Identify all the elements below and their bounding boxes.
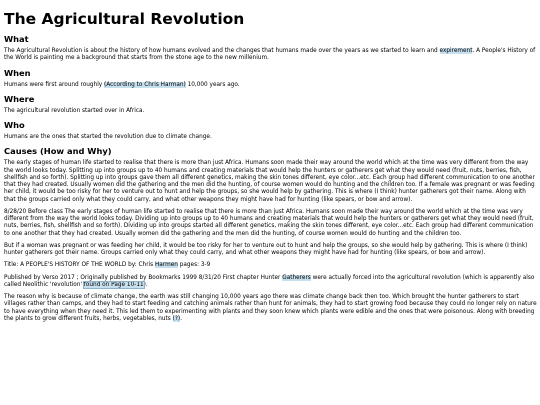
text-run: Title: A PEOPLE'S HISTORY OF THE WORLD by: Chris bbox=[4, 262, 155, 269]
highlight-harmen: Harmen bbox=[154, 262, 178, 269]
paragraph-title-citation bbox=[4, 262, 537, 269]
text-run: Humans were first around roughly bbox=[4, 81, 105, 88]
heading-what: What bbox=[4, 34, 29, 44]
paragraph-what bbox=[4, 48, 537, 63]
paragraph-when bbox=[4, 82, 537, 89]
paragraph-where: The agricultural revolution started over in Africa. bbox=[4, 107, 145, 114]
text-run: Published by Verso 2017 ; Originally published by Bookmarks 1999 8/31/20 First chapter Hunter bbox=[4, 274, 283, 281]
heading-when: When bbox=[4, 67, 31, 78]
heading-causes: Causes (How and Why) bbox=[4, 146, 112, 157]
text-run: were actually forced into the agricultural revolution (which is apparently also called Neolithic 'revolution' bbox=[4, 274, 535, 288]
text-run: The reason why is because of climate change, the earth was still changing 10,000 years ago there was climate change back then too. Which brought the hunter gatherers to start villages rather than camps, and they had to start feeding and catching animals rather than hunt for animals, they had to start growing food because they could no longer rely on nature to have everything when they need it. This led them to experimenting with plants and they soon knew which plants were edible and the ones that were poisonous. Along with breeding the plants to grow different fruits, herbs, vegetables, nuts bbox=[4, 294, 537, 322]
paragraph-causes-3: But if a woman was pregnant or was feeding her child, it would be too risky for her to venture out to hunt and help the groups, so she would help by gathering. This is where (I think) hunter gatherers got their name. Groups carried only what they could carry, and what other weapons they might have had for hunting (like spears, or bow and arrow). bbox=[4, 242, 528, 256]
page-title: The Agricultural Revolution bbox=[4, 10, 245, 28]
paragraph-climate-change bbox=[4, 294, 537, 323]
paragraph-causes-2: 8/28/20 Before class The early stages of human life started to realise that there is more than just Africa. Humans soon made their way around the world which at the time was very different from the way the world looks today. Dividing up into groups up to 40 humans and creating materials that would help the hunters or gatherers get what they would need (fruit, nuts, berries, fish, shellfish and so forth). Dividing up into groups started all different genetics, making the skin tones different, eye color...etc. Each group had different communication to one another that they had created. Usually women did the gathering and the men did the hunting, of course women would do hunting and the children too. bbox=[4, 208, 534, 237]
text-run: . bbox=[180, 315, 183, 322]
highlight-page-reference: found on Page 10-11 bbox=[83, 281, 144, 288]
text-run: ). bbox=[143, 281, 148, 288]
paragraph-who: Humans are the ones that started the revolution due to climate change. bbox=[4, 134, 212, 140]
paragraph-causes-1: The early stages of human life started to realise that there is more than just Africa. Humans soon made their way around the world which at the time was very different from the way the world looks today. Splitting up into groups up to 40 humans and creating materials that would help the hunters or gatherers get what they would need (fruit, nuts, berries, fish, shellfish and so forth). Splitting up into groups gave them all different genetics, making the skin tones different, eye color...etc. Each group had different communication to one another that they had created. Usually women did the gathering and the men did the hunting, of course women would do hunting and the children too. If a female was pregnant or was feeding her child, it would be too risky for her to venture out to hunt and help the groups, so she would help by gathering. This is where (I think) hunter gatherers got their name. Along with that the groups carried only what they could carry, and what other weapons they might have had for hunting (like spears, or bow and arrow). bbox=[4, 160, 535, 203]
highlight-gatherers: Gatherers bbox=[282, 274, 311, 281]
text-run: The Agricultural Revolution is about the history of how humans evolved and the changes that humans made over the years as we started to learn and bbox=[4, 48, 440, 54]
paragraph-publisher bbox=[4, 275, 537, 290]
text-run: pages: 3-9 bbox=[177, 262, 211, 269]
heading-who: Who bbox=[4, 120, 25, 130]
highlight-question: (?) bbox=[172, 315, 181, 322]
highlight-according-to-harman: (According to Chris Harman) bbox=[104, 81, 186, 88]
text-run: 10,000 years ago. bbox=[185, 81, 240, 88]
heading-where: Where bbox=[4, 93, 35, 104]
highlight-expirement: expirement bbox=[439, 48, 473, 54]
text-run: . A People's History of the World is painting me a background that starts from the stone age to the new millenium. bbox=[4, 48, 536, 62]
